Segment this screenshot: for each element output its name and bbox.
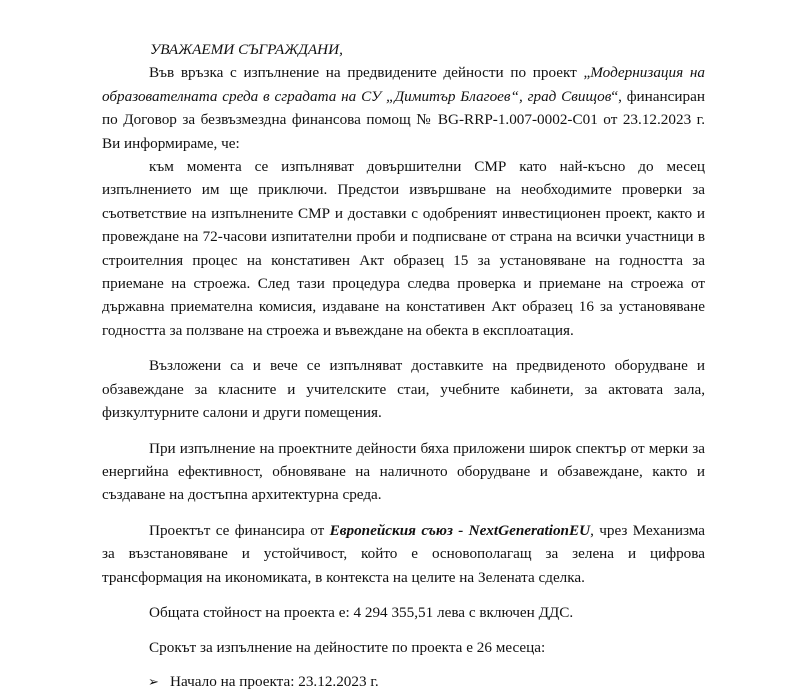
measures-paragraph: При изпълнение на проектните дейности бяха приложени широк спектър от мерки за енергийна ефективност, обновяване на наличното оборудване и обзавеждане, както и създаване на достъпна архитектурна среда.: [102, 439, 705, 504]
duration-paragraph: Срокът за изпълнение на дейностите по проекта е 26 месеца:: [149, 639, 546, 657]
funding-paragraph: [102, 519, 705, 589]
intro-suffix: “, финансиран по Договор за безвъзмездна финансова помощ № BG-RRP-1.007-0002-C01 от 23.12.2023 г. Ви информираме, че:: [102, 87, 705, 152]
bullet-text: Начало на проекта: 23.12.2023 г.: [170, 672, 379, 690]
project-name: Модернизация на образователната среда в сградата на СУ „Димитър Благоев“, град Свищов: [102, 64, 705, 105]
arrow-bullet-icon: ➢: [148, 674, 159, 690]
intro-paragraph: [102, 61, 705, 155]
funding-suffix: , чрез Механизма за възстановяване и устойчивост, който е основополагащ за зелена и цифрова трансформация на икономиката, в контекста на целите на Зелената сделка.: [102, 521, 705, 586]
funder-name: Европейския съюз - NextGenerationEU: [329, 521, 591, 539]
funding-prefix: Проектът се финансира от: [149, 521, 330, 539]
bullet-item: [148, 670, 705, 694]
smr-paragraph: към момента се изпълняват довършителни СМР като най-късно до месец изпълнението им ще приключи. Предстои извършване на необходимите проверки за съответствие на изпълнените СМР и доставки с одобреният инвестиционен проект, както и провеждане на 72-часови изпитателни проби и подписване от страна на всички участници в строителния процес на констативен Акт образец 15 за установяване на годността за приемане на строежа. След тази процедура следва проверка и приемане на строежа от държавна приемателна комисия, издаване на констативен Акт образец 16 за установяване годността за ползване на строежа и въвеждане на обекта в експлоатация.: [102, 158, 705, 339]
intro-prefix: Във връзка с изпълнение на предвидените дейности по проект „: [149, 64, 591, 82]
equipment-paragraph: Възложени са и вече се изпълняват доставките на предвиденото оборудване и обзавеждане за класните и учителските стаи, учебните кабинети, за актовата зала, физкултурните салони и други помещения.: [102, 357, 705, 422]
greeting: УВАЖАЕМИ СЪГРАЖДАНИ,: [150, 41, 343, 58]
total-value-paragraph: Общата стойност на проекта е: 4 294 355,51 лева с включен ДДС.: [149, 603, 574, 621]
